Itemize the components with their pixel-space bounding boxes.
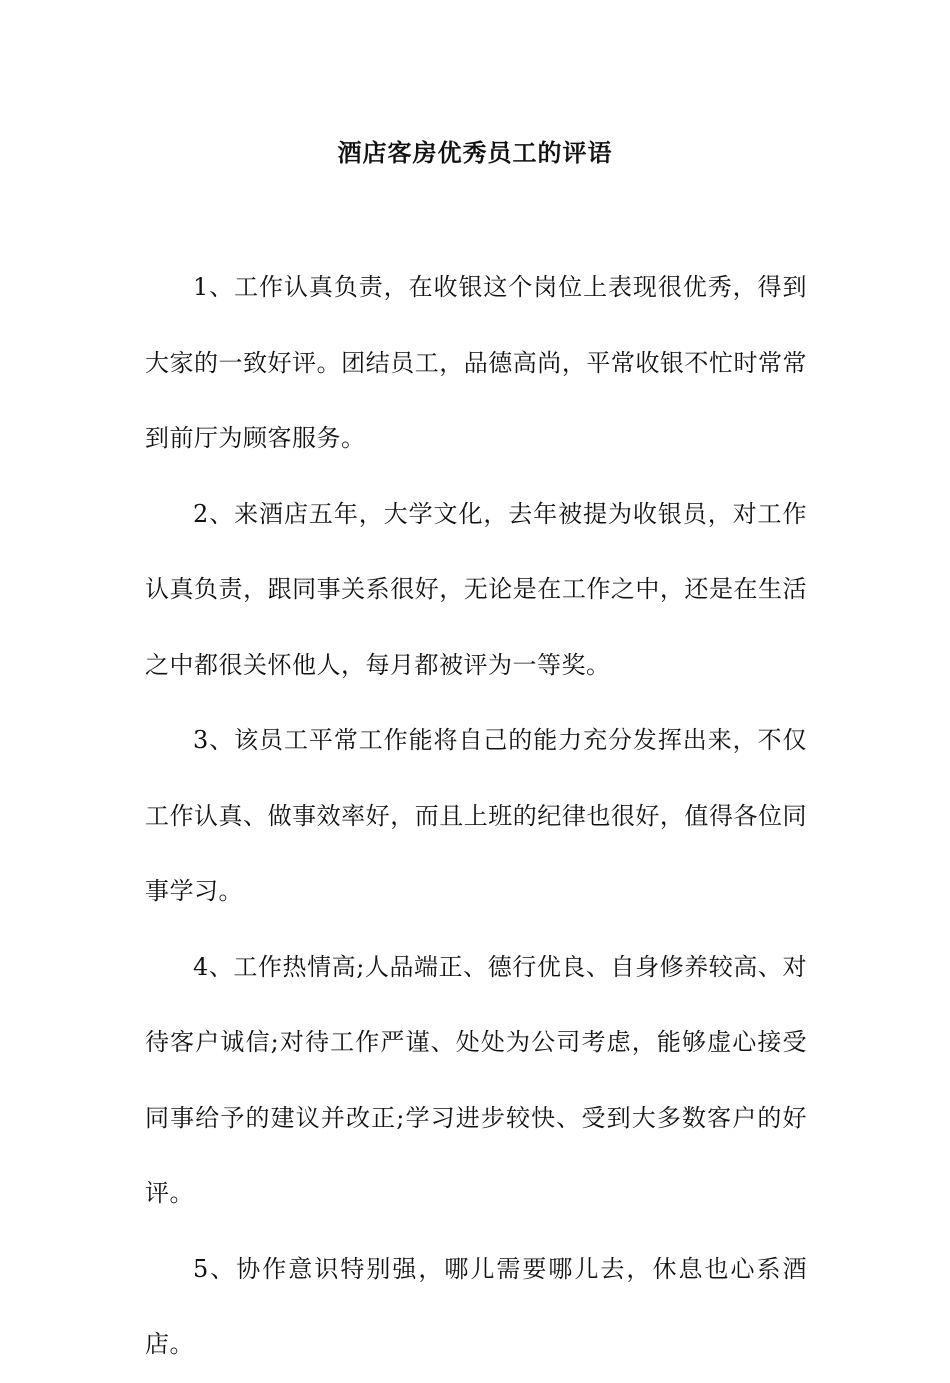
paragraph-2: 2、来酒店五年，大学文化，去年被提为收银员，对工作认真负责，跟同事关系很好，无论是在工作之中，还是在生活之中都很关怀他人，每月都被评为一等奖。 (145, 499, 807, 679)
paragraph-5: 5、协作意识特别强，哪儿需要哪儿去，休息也心系酒店。 (145, 1254, 807, 1358)
document-title: 酒店客房优秀员工的评语 (337, 138, 613, 167)
paragraph-4: 4、工作热情高;人品端正、德行优良、自身修养较高、对待客户诚信;对待工作严谨、处处为公司考虑，能够虚心接受同事给予的建议并改正;学习进步较快、受到大多数客户的好评。 (145, 952, 807, 1207)
paragraph-1: 1、工作认真负责，在收银这个岗位上表现很优秀，得到大家的一致好评。团结员工，品德高尚，平常收银不忙时常常到前厅为顾客服务。 (145, 273, 807, 452)
document-body (145, 250, 807, 1383)
paragraph-3: 3、该员工平常工作能将自己的能力充分发挥出来，不仅工作认真、做事效率好，而且上班的纪律也很好，值得各位同事学习。 (145, 726, 807, 905)
